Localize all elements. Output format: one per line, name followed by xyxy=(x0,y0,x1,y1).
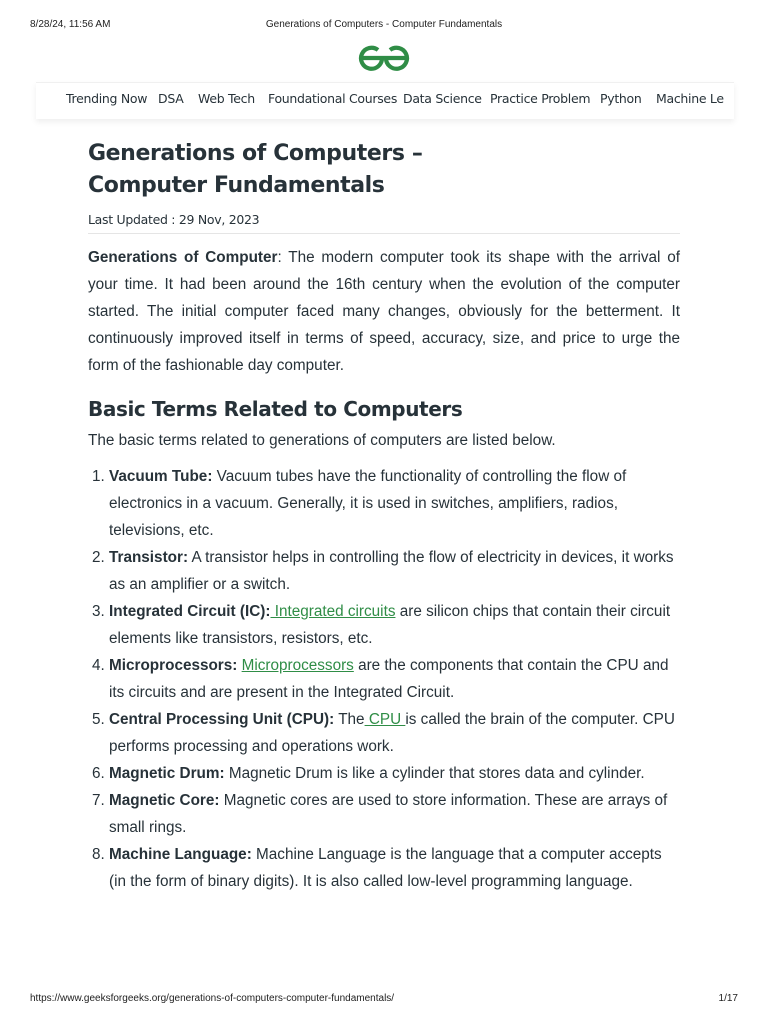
term-description: is called the brain of the computer. CPU performs processing and operations work. xyxy=(109,711,675,755)
nav-item-practice-problem[interactable]: Practice Problem xyxy=(490,91,591,106)
term-description: Machine Language is the language that a computer accepts (in the form of binary digits). It is also called low-level programming language. xyxy=(109,846,662,890)
nav-item-data-science[interactable]: Data Science xyxy=(403,91,482,106)
gfg-logo-svg xyxy=(357,44,411,74)
print-page-title: Generations of Computers - Computer Fundamentals xyxy=(265,19,503,30)
nav-item-machine-learning[interactable]: Machine Le xyxy=(656,91,724,106)
last-updated: Last Updated : 29 Nov, 2023 xyxy=(88,212,680,234)
term-name: Transistor: xyxy=(109,549,189,566)
print-footer xyxy=(0,993,768,1007)
nav-item-web-tech[interactable]: Web Tech xyxy=(198,91,255,106)
section-intro: The basic terms related to generations of computers are listed below. xyxy=(88,432,556,449)
term-description: Magnetic Drum is like a cylinder that stores data and cylinder. xyxy=(224,765,645,782)
article xyxy=(88,138,680,895)
nav-item-dsa[interactable]: DSA xyxy=(158,91,184,106)
print-datetime: 8/28/24, 11:56 AM xyxy=(30,19,111,30)
list-item xyxy=(109,706,680,760)
term-name: Magnetic Drum: xyxy=(109,765,225,782)
microprocessors-link[interactable]: Microprocessors xyxy=(241,657,354,674)
list-item xyxy=(109,787,680,841)
cpu-link[interactable]: CPU xyxy=(364,711,406,728)
list-item xyxy=(109,463,680,544)
term-name: Magnetic Core: xyxy=(109,792,220,809)
list-item xyxy=(109,598,680,652)
list-item xyxy=(109,652,680,706)
term-name: Vacuum Tube: xyxy=(109,468,213,485)
term-name: Integrated Circuit (IC): xyxy=(109,603,271,620)
print-header xyxy=(0,19,768,33)
term-description: Vacuum tubes have the functionality of controlling the flow of electronics in a vacuum. Generally, it is used in switches, amplifiers, radios, televisions, etc. xyxy=(109,468,627,539)
integrated-circuits-link[interactable]: Integrated circuits xyxy=(270,603,396,620)
section-heading: Basic Terms Related to Computers xyxy=(88,397,463,421)
print-page-number: 1/17 xyxy=(718,993,738,1004)
term-description: A transistor helps in controlling the flow of electricity in devices, it works as an amplifier or a switch. xyxy=(109,549,674,593)
list-item xyxy=(109,544,680,598)
intro-paragraph xyxy=(88,244,680,379)
term-description: Magnetic cores are used to store information. These are arrays of small rings. xyxy=(109,792,668,836)
terms-list xyxy=(88,463,680,895)
term-name: Central Processing Unit (CPU): xyxy=(109,711,335,728)
term-name: Microprocessors: xyxy=(109,657,238,674)
nav-item-python[interactable]: Python xyxy=(600,91,642,106)
gfg-logo-icon[interactable] xyxy=(357,44,411,74)
top-navbar xyxy=(36,82,734,119)
print-url: https://www.geeksforgeeks.org/generations-of-computers-computer-fundamentals/ xyxy=(30,993,395,1004)
list-item xyxy=(109,760,680,787)
nav-item-foundational-courses[interactable]: Foundational Courses xyxy=(268,91,398,106)
term-description: are the components that contain the CPU and its circuits and are present in the Integrated Circuit. xyxy=(109,657,669,701)
list-item xyxy=(109,841,680,895)
intro-bold: Generations of Computer xyxy=(88,249,278,266)
nav-item-trending-now[interactable]: Trending Now xyxy=(66,91,148,106)
article-title: Generations of Computers – Computer Fundamentals xyxy=(88,141,423,198)
term-prefix: The xyxy=(334,711,365,728)
intro-text: : The modern computer took its shape with the arrival of your time. It had been around the 16th century when the evolution of the computer started. The initial computer faced many changes, obviously for the betterment. It continuously improved itself in terms of speed, accuracy, size, and price to urge the form of the fashionable day computer. xyxy=(88,249,680,374)
term-description: are silicon chips that contain their circuit elements like transistors, resistors, etc. xyxy=(109,603,671,647)
term-name: Machine Language: xyxy=(109,846,252,863)
